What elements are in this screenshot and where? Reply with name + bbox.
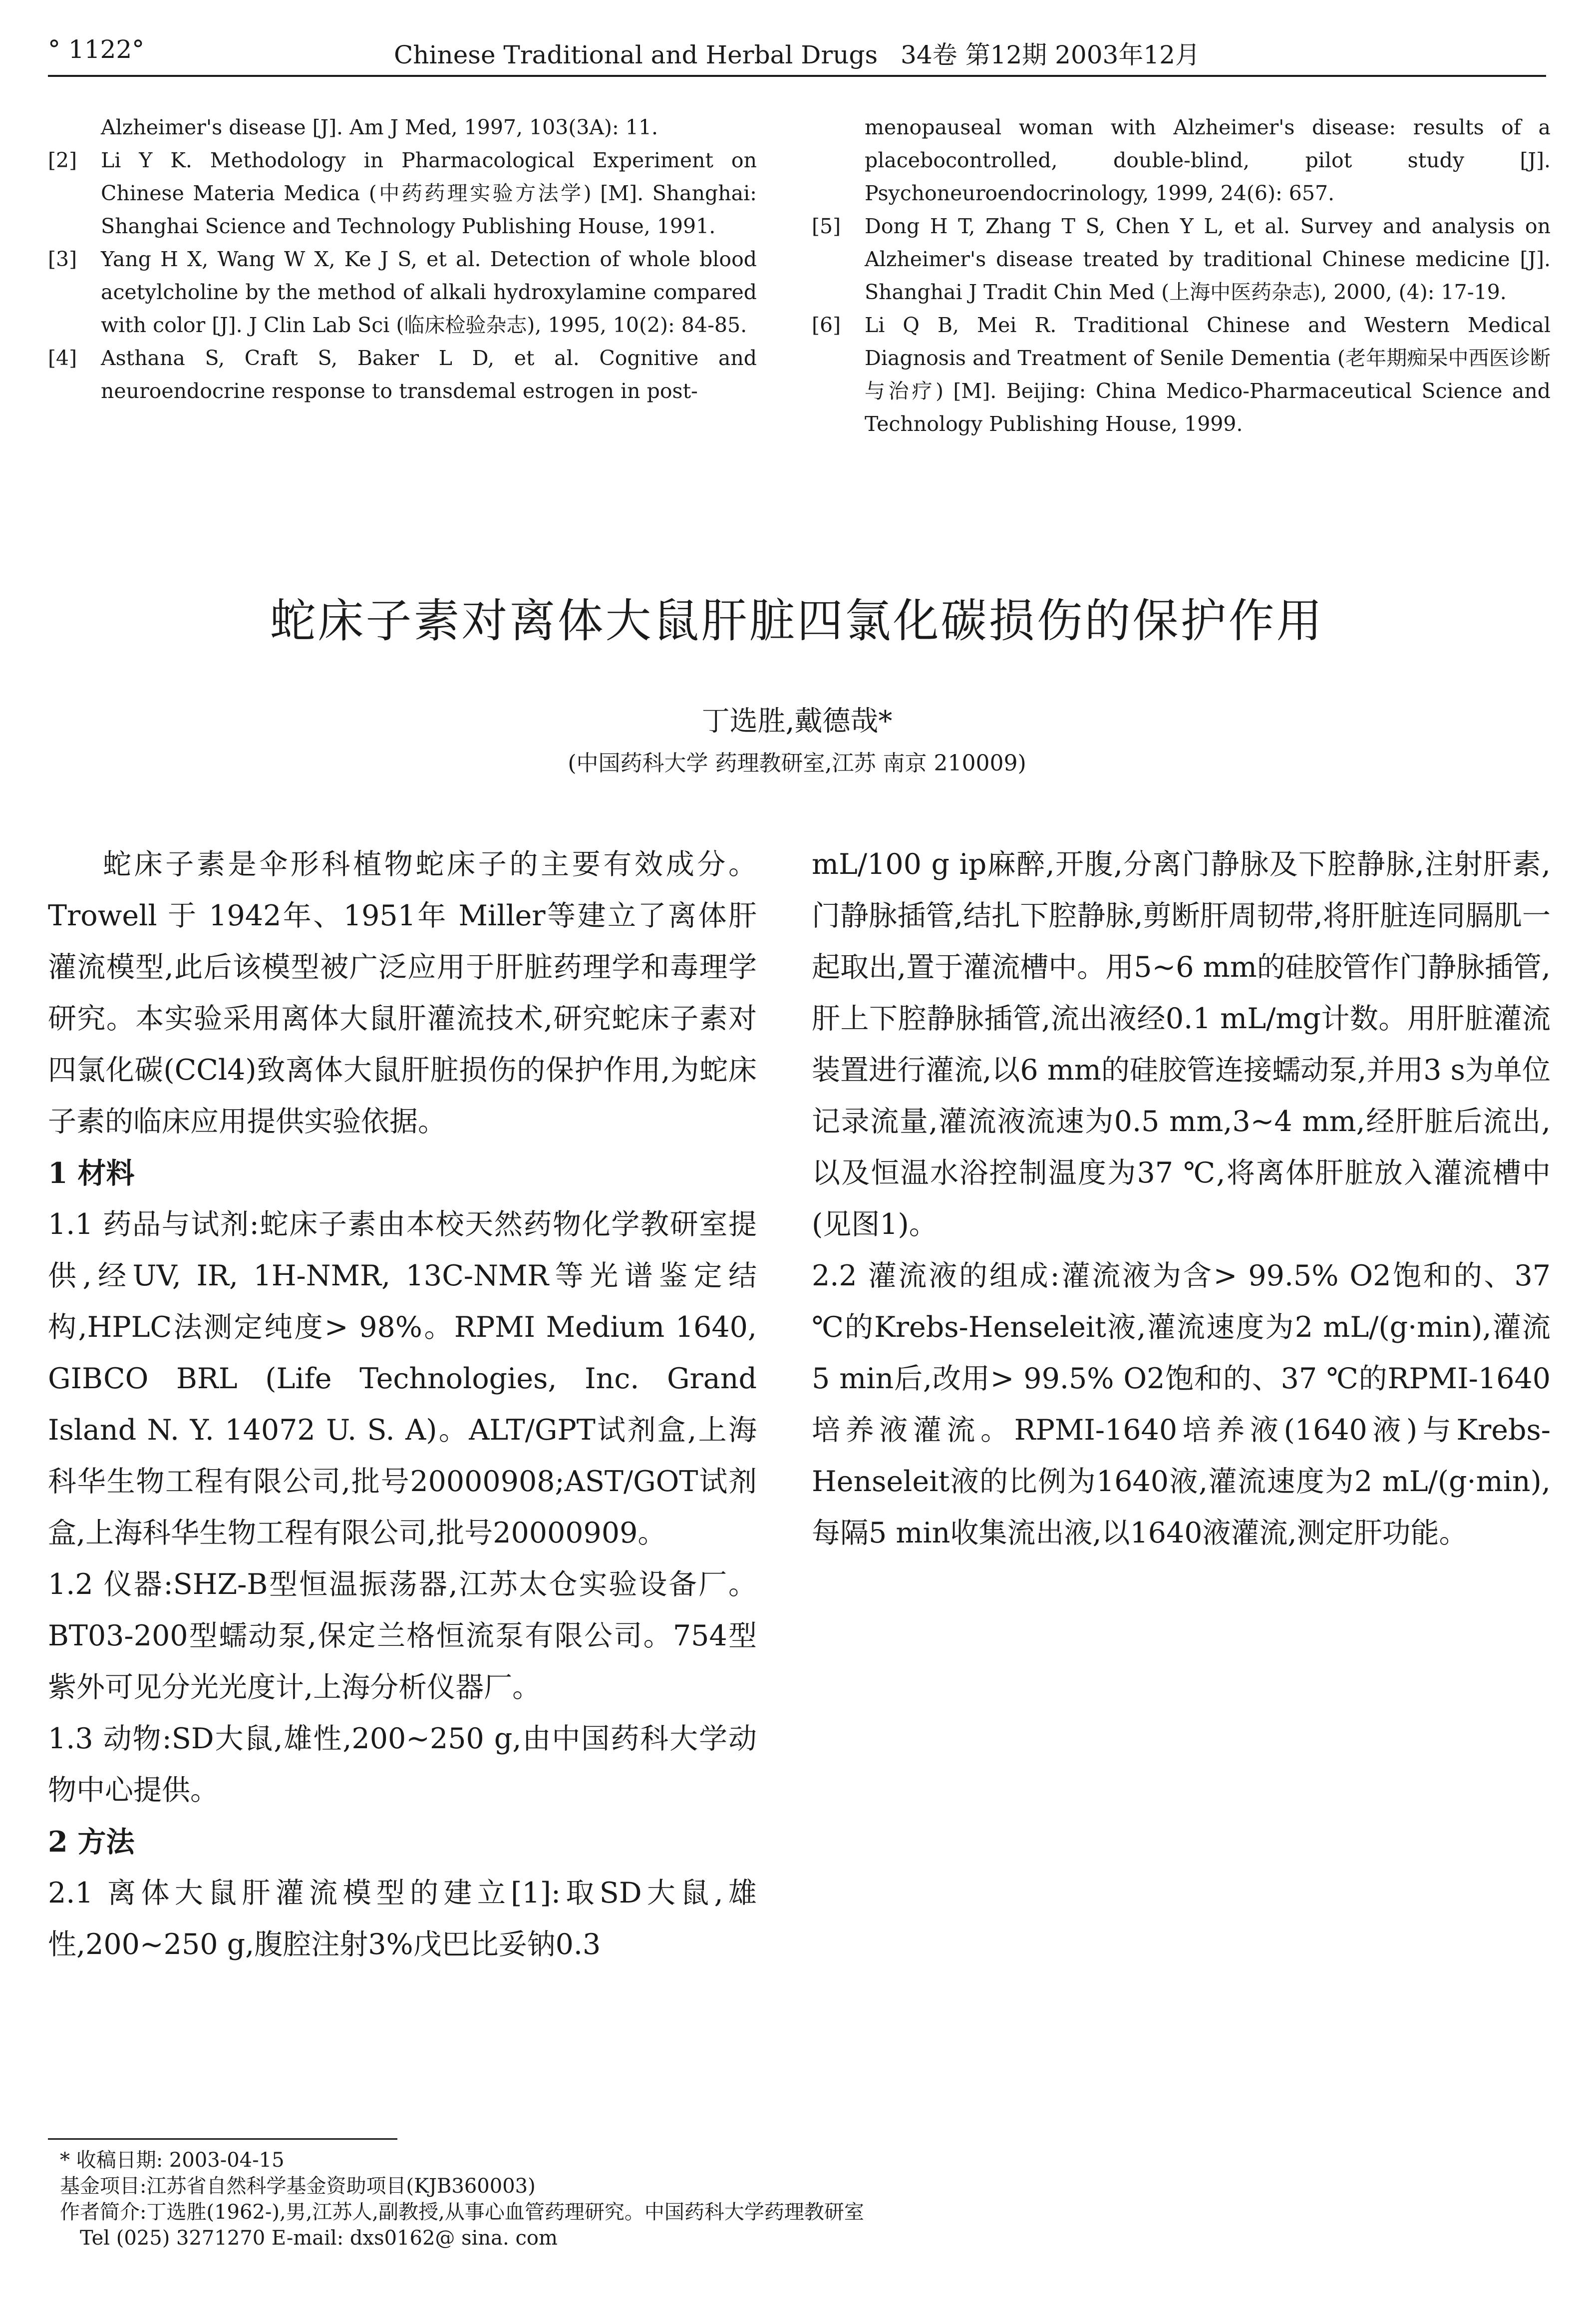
footnote-line: * 收稿日期: 2003-04-15 — [60, 2149, 285, 2172]
body-paragraph: 蛇床子素是伞形科植物蛇床子的主要有效成分。Trowell 于 1942年、1951年 Miller等建立了离体肝灌流模型,此后该模型被广泛应用于肝脏药理学和毒理学研究。本实验采用离体大鼠肝灌流技术,研究蛇床子素对四氯化碳(CCl4)致离体大鼠肝脏损伤的保护作用,为蛇床子素的临床应用提供实验依据。 — [48, 848, 757, 1138]
references-right-column — [812, 111, 1551, 440]
references-left-column — [48, 111, 757, 407]
body-paragraph: 1.2 仪器:SHZ-B型恒温振荡器,江苏太仓实验设备厂。BT03-200型蠕动泵,保定兰格恒流泵有限公司。754型紫外可见分光光度计,上海分析仪器厂。 — [48, 1568, 757, 1704]
journal-volume: 34卷 第12期 2003年12月 — [901, 40, 1200, 69]
running-header — [48, 28, 1546, 78]
body-paragraph: 1.1 药品与试剂:蛇床子素由本校天然药物化学教研室提供,经UV, IR, 1H-NMR, 13C-NMR等光谱鉴定结构,HPLC法测定纯度> 98%。RPMI Medium 1640, GIBCO BRL (Life Technologies, Inc. Grand Island N. Y. 14072 U. S. A)。ALT/GPT试剂盒,上海科华生物工程有限公司,批号20000908;AST/GOT试剂盒,上海科华生物工程有限公司,批号20000909。 — [48, 1208, 757, 1549]
article-affiliation: (中国药科大学 药理教研室,江苏 南京 210009) — [568, 751, 1026, 776]
body-paragraph: mL/100 g ip麻醉,开腹,分离门静脉及下腔静脉,注射肝素,门静脉插管,结扎下腔静脉,剪断肝周韧带,将肝脏连同膈肌一起取出,置于灌流槽中。用5~6 mm的硅胶管作门静脉插管,肝上下腔静脉插管,流出液经0.1 mL/mg计数。用肝脏灌流装置进行灌流,以6 mm的硅胶管连接蠕动泵,并用3 s为单位记录流量,灌流液流速为0.5 mm,3~4 mm,经肝脏后流出,以及恒温水浴控制温度为37 ℃,将离体肝脏放入灌流槽中(见图1)。 — [812, 848, 1551, 1241]
body-left-column — [48, 839, 757, 1970]
header-rule — [48, 75, 1546, 77]
section-heading: 2 方法 — [48, 1825, 135, 1859]
footnote-line: Tel (025) 3271270 E-mail: dxs0162@ sina. com — [80, 2227, 558, 2250]
reference-item: [5] Dong H T, Zhang T S, Chen Y L, et al. Survey and analysis on Alzheimer's disease treated by traditional Chinese medicine [J]. Shanghai J Tradit Chin Med (上海中医药杂志), 2000, (4): 17-19. — [812, 214, 1551, 304]
body-paragraph: 2.2 灌流液的组成:灌流液为含> 99.5% O2饱和的、37 ℃的Krebs-Henseleit液,灌流速度为2 mL/(g·min),灌流5 min后,改用> 99.5% O2饱和的、37 ℃的RPMI-1640培养液灌流。RPMI-1640培养液(1640液)与Krebs-Henseleit液的比例为1640液,灌流速度为2 mL/(g·min),每隔5 min收集流出液,以1640液灌流,测定肝功能。 — [812, 1259, 1551, 1549]
footnote-line: 基金项目:江苏省自然科学基金资助项目(KJB360003) — [60, 2175, 536, 2198]
reference-item: [6] Li Q B, Mei R. Traditional Chinese and Western Medical Diagnosis and Treatment of Senile Dementia (老年期痴呆中西医诊断与治疗) [M]. Beijing: China Medico-Pharmaceutical Science and Technology Publishing House, 1999. — [812, 313, 1551, 436]
reference-item: menopauseal woman with Alzheimer's disease: results of a placebocontrolled, double-blind, pilot study [J]. Psychoneuroendocrinology, 1999, 24(6): 657. — [865, 115, 1551, 205]
footnote-rule — [48, 2138, 397, 2140]
reference-item: [4] Asthana S, Craft S, Baker L D, et al. Cognitive and neuroendocrine response to transdemal estrogen in post- — [48, 346, 757, 403]
body-paragraph: 1.3 动物:SD大鼠,雄性,200~250 g,由中国药科大学动物中心提供。 — [48, 1722, 757, 1807]
reference-item: [2] Li Y K. Methodology in Pharmacological Experiment on Chinese Materia Medica (中药药理实验方法学) [M]. Shanghai: Shanghai Science and Technology Publishing House, 1991. — [48, 148, 757, 238]
article-title: 蛇床子素对离体大鼠肝脏四氯化碳损伤的保护作用 — [270, 594, 1324, 648]
body-right-column — [812, 839, 1551, 1559]
article-authors: 丁选胜,戴德哉* — [701, 705, 893, 738]
footnote — [60, 2147, 1458, 2251]
footnote-line: 作者简介:丁选胜(1962-),男,江苏人,副教授,从事心血管药理研究。中国药科大学药理教研室 — [60, 2201, 864, 2224]
journal-line — [48, 35, 1546, 71]
body-paragraph: 2.1 离体大鼠肝灌流模型的建立[1]:取SD大鼠,雄性,200~250 g,腹腔注射3%戊巴比妥钠0.3 — [48, 1877, 757, 1961]
page-number: ° 1122° — [48, 35, 145, 64]
journal-name: Chinese Traditional and Herbal Drugs — [394, 40, 878, 69]
reference-item: [3] Yang H X, Wang W X, Ke J S, et al. Detection of whole blood acetylcholine by the method of alkali hydroxylamine compared with color [J]. J Clin Lab Sci (临床检验杂志), 1995, 10(2): 84-85. — [48, 247, 757, 337]
reference-item: Alzheimer's disease [J]. Am J Med, 1997, 103(3A): 11. — [101, 115, 658, 139]
section-heading: 1 材料 — [48, 1157, 135, 1190]
